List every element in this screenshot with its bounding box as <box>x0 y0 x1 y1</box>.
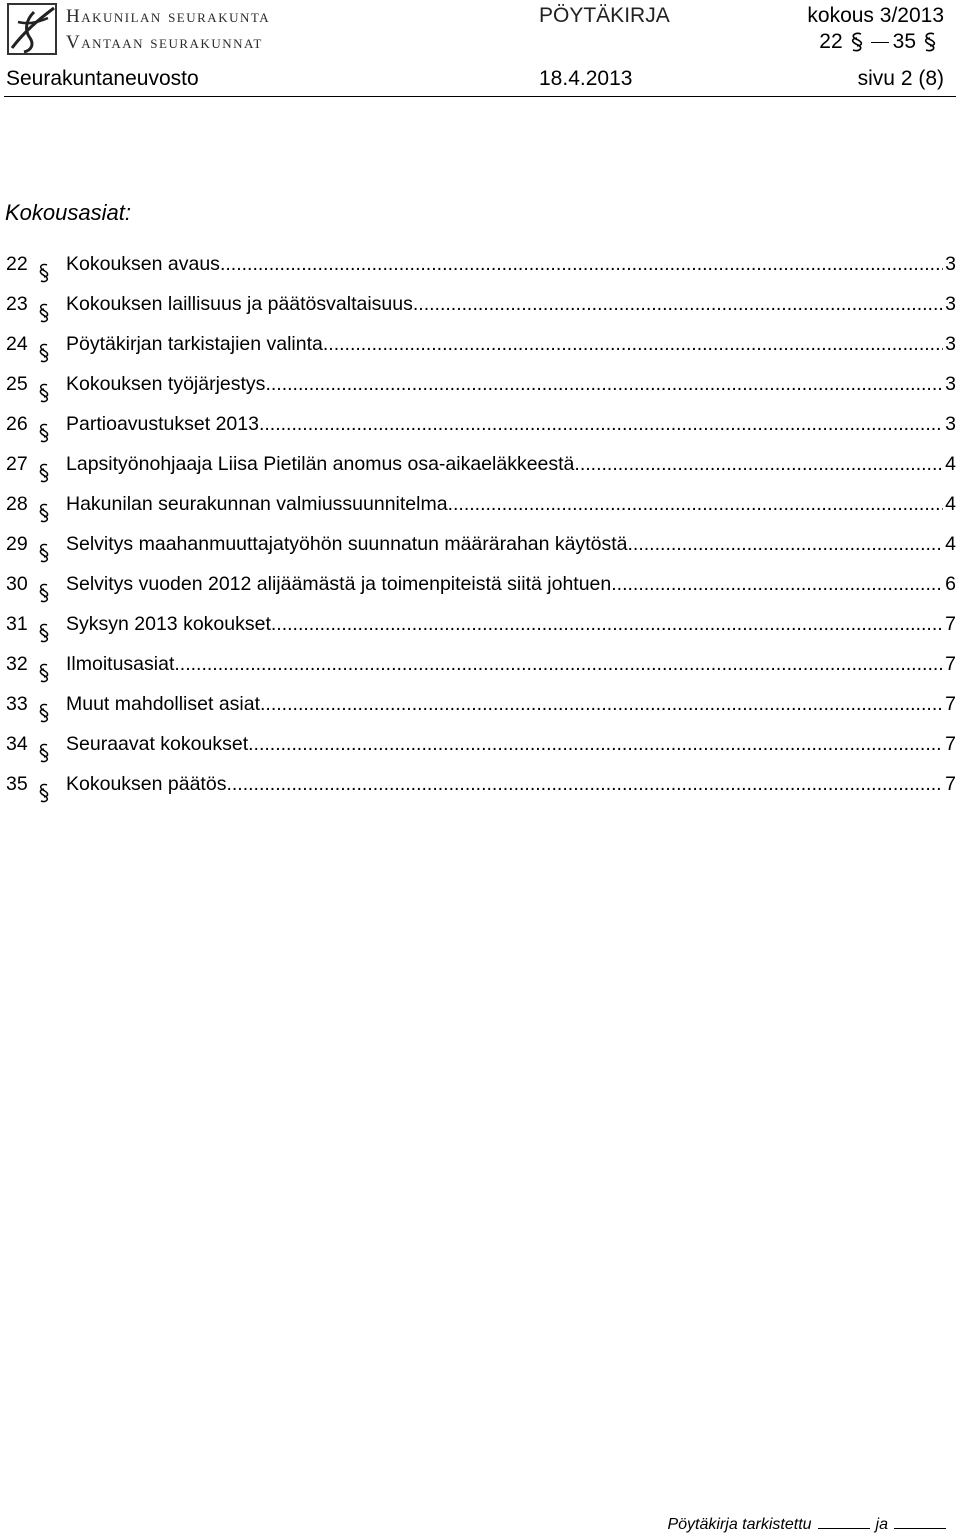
section-sign-icon <box>32 382 66 404</box>
toc-title: Partioavustukset 2013 <box>66 413 259 435</box>
toc-leader <box>323 333 943 356</box>
page-number: sivu 2 (8) <box>857 67 944 90</box>
toc-number: 27 <box>6 453 28 475</box>
header-divider <box>4 96 956 97</box>
toc-page: 3 <box>945 293 956 315</box>
para-start: 22 <box>819 30 843 53</box>
meeting-number: kokous 3/2013 <box>807 4 944 27</box>
toc-item[interactable] <box>6 493 956 533</box>
toc-title: Kokouksen laillisuus ja päätösvaltaisuus <box>66 293 413 315</box>
section-sign-icon <box>32 622 66 644</box>
toc-item[interactable] <box>6 253 956 293</box>
toc-number: 25 <box>6 373 28 395</box>
signature-blank[interactable] <box>894 1527 946 1529</box>
toc-item[interactable] <box>6 733 956 773</box>
toc-item[interactable] <box>6 533 956 573</box>
section-sign-icon <box>32 342 66 364</box>
toc-page: 3 <box>945 413 956 435</box>
toc-title: Kokouksen päätös <box>66 773 227 795</box>
section-sign-icon <box>32 462 66 484</box>
document-type: PÖYTÄKIRJA <box>539 4 670 27</box>
toc-leader <box>248 733 943 756</box>
footer-label: Pöytäkirja tarkistettu <box>667 1516 812 1533</box>
paragraph-range <box>819 30 944 54</box>
toc-item[interactable] <box>6 573 956 613</box>
section-sign-icon <box>32 542 66 564</box>
toc-page: 7 <box>945 693 956 715</box>
toc-page: 3 <box>945 253 956 275</box>
footer-conjunction: ja <box>875 1516 888 1533</box>
toc-item[interactable] <box>6 693 956 733</box>
toc-leader <box>574 453 943 476</box>
toc-page: 7 <box>945 613 956 635</box>
section-sign-icon <box>32 702 66 724</box>
toc-page: 6 <box>945 573 956 595</box>
toc-leader <box>220 253 943 276</box>
toc-item[interactable] <box>6 413 956 453</box>
section-sign-icon <box>32 502 66 524</box>
toc-number: 34 <box>6 733 28 755</box>
toc-number: 24 <box>6 333 28 355</box>
toc-item[interactable] <box>6 613 956 653</box>
toc-number: 35 <box>6 773 28 795</box>
toc-title: Lapsityönohjaaja Liisa Pietilän anomus osa-aikaeläkkeestä <box>66 453 575 475</box>
governing-body: Seurakuntaneuvosto <box>6 67 199 90</box>
toc-title: Kokouksen avaus <box>66 253 220 275</box>
logo-icon <box>4 2 60 56</box>
toc-page: 4 <box>945 453 956 475</box>
section-sign-icon <box>32 582 66 604</box>
toc-title: Muut mahdolliset asiat <box>66 693 261 715</box>
toc-title: Syksyn 2013 kokoukset <box>66 613 271 635</box>
toc-title: Kokouksen työjärjestys <box>66 373 266 395</box>
toc-title: Selvitys vuoden 2012 alijäämästä ja toimenpiteistä siitä johtuen <box>66 573 612 595</box>
toc-leader <box>226 773 943 796</box>
toc-number: 32 <box>6 653 28 675</box>
toc-item[interactable] <box>6 653 956 693</box>
toc-leader <box>265 373 943 396</box>
toc-number: 23 <box>6 293 28 315</box>
toc-item[interactable] <box>6 333 956 373</box>
meeting-date: 18.4.2013 <box>539 67 633 90</box>
toc-leader <box>271 613 943 636</box>
toc-number: 29 <box>6 533 28 555</box>
signature-blank[interactable] <box>818 1527 870 1529</box>
toc-item[interactable] <box>6 773 956 813</box>
section-sign-icon <box>32 742 66 764</box>
section-title: Kokousasiat: <box>5 200 131 225</box>
toc-title: Selvitys maahanmuuttajatyöhön suunnatun määrärahan käytöstä <box>66 533 628 555</box>
toc-title: Pöytäkirjan tarkistajien valinta <box>66 333 323 355</box>
toc-number: 31 <box>6 613 28 635</box>
toc-number: 26 <box>6 413 28 435</box>
toc-page: 3 <box>945 333 956 355</box>
toc-number: 28 <box>6 493 28 515</box>
toc-page: 7 <box>945 733 956 755</box>
toc-item[interactable] <box>6 293 956 333</box>
toc-leader <box>260 693 943 716</box>
org-name-line2: Vantaan seurakunnat <box>66 32 263 53</box>
org-name-line1: Hakunilan seurakunta <box>66 6 271 27</box>
toc-page: 3 <box>945 373 956 395</box>
section-sign-icon <box>32 262 66 284</box>
footer-verification <box>667 1516 952 1534</box>
section-sign-icon <box>32 422 66 444</box>
table-of-contents <box>6 253 956 813</box>
toc-number: 30 <box>6 573 28 595</box>
toc-page: 4 <box>945 493 956 515</box>
range-dash <box>871 42 889 43</box>
toc-number: 22 <box>6 253 28 275</box>
toc-item[interactable] <box>6 453 956 493</box>
toc-title: Ilmoitusasiat <box>66 653 175 675</box>
para-end: 35 <box>892 30 916 53</box>
toc-page: 7 <box>945 773 956 795</box>
section-sign-icon <box>847 31 867 53</box>
toc-leader <box>628 533 944 556</box>
section-sign-icon <box>32 782 66 804</box>
section-sign-icon <box>32 302 66 324</box>
toc-page: 7 <box>945 653 956 675</box>
section-sign-icon <box>920 31 940 53</box>
toc-leader <box>259 413 943 436</box>
toc-number: 33 <box>6 693 28 715</box>
toc-item[interactable] <box>6 373 956 413</box>
toc-title: Hakunilan seurakunnan valmiussuunnitelma <box>66 493 448 515</box>
toc-leader <box>413 293 943 316</box>
toc-leader <box>448 493 944 516</box>
toc-page: 4 <box>945 533 956 555</box>
toc-leader <box>174 653 943 676</box>
section-sign-icon <box>32 662 66 684</box>
toc-leader <box>611 573 943 596</box>
toc-title: Seuraavat kokoukset <box>66 733 249 755</box>
